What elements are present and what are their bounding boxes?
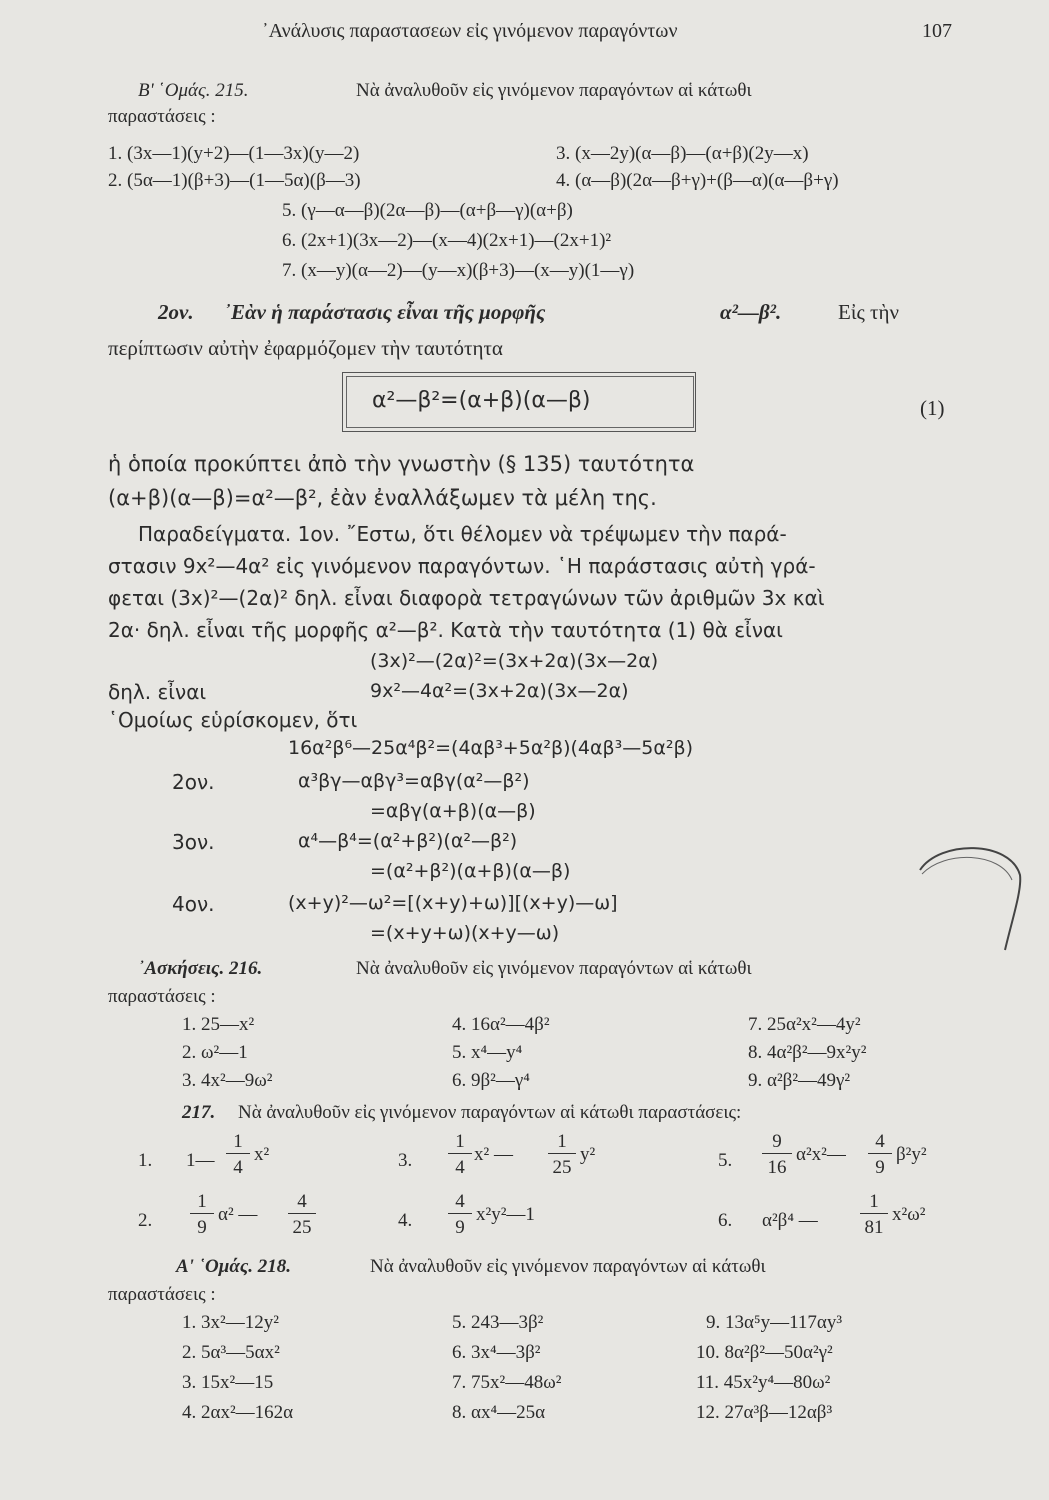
examples-line: φεται (3x)²—(2α)² δηλ. εἶναι διαφορὰ τετραγώνων τῶν ἀριθμῶν 3x καὶ bbox=[108, 586, 825, 610]
exercise-item: 6. 3x⁴—3β² bbox=[452, 1342, 541, 1363]
exercise-number: 5. bbox=[718, 1150, 733, 1171]
identity-formula: α²—β²=(α+β)(α—β) bbox=[372, 388, 591, 413]
exercises-217-heading: 217. bbox=[182, 1102, 216, 1123]
exercise-item: 5. 243—3β² bbox=[452, 1312, 544, 1333]
exercise-item: 2. 5α³—5αx² bbox=[182, 1342, 280, 1363]
example-label: 2ον. bbox=[172, 770, 215, 794]
pen-mark-decoration bbox=[900, 830, 1030, 960]
case2-line3: ἡ ὁποία προκύπτει ἀπὸ τὴν γνωστὴν (§ 135) ταυτότητα bbox=[108, 452, 695, 476]
exercise-item: 4. 2αx²—162α bbox=[182, 1402, 294, 1423]
exercise-item: 4. (α—β)(2α—β+γ)+(β—α)(α—β+γ) bbox=[556, 170, 839, 191]
exercise-item: 7. 25α²x²—4y² bbox=[748, 1014, 861, 1035]
exercise-item: 6. 9β²—γ⁴ bbox=[452, 1070, 530, 1091]
fraction: $\frac{1}{4}$ bbox=[226, 1132, 250, 1177]
group-b-intro-line2: παραστάσεις : bbox=[108, 106, 216, 127]
example-label: 3ον. bbox=[172, 830, 215, 854]
exercise-item: 8. 4α²β²—9x²y² bbox=[748, 1042, 867, 1063]
exercises-216-intro-line1: Νὰ ἀναλυθοῦν εἰς γινόμενον παραγόντων αἱ κάτωθι bbox=[356, 958, 752, 979]
exercise-item: 5. (γ—α—β)(2α—β)—(α+β—γ)(α+β) bbox=[282, 200, 573, 221]
group-b-intro-line1: Νὰ ἀναλυθοῦν εἰς γινόμενον παραγόντων αἱ κάτωθι bbox=[356, 80, 752, 101]
group-a-heading: Α' ῾Ομάς. 218. bbox=[176, 1256, 292, 1277]
example-equation: 16α²β⁶—25α⁴β²=(4αβ³+5α²β)(4αβ³—5α²β) bbox=[288, 737, 694, 759]
exercise-number: 4. bbox=[398, 1210, 413, 1231]
exercises-216-heading: ᾿Ασκήσεις. 216. bbox=[138, 958, 263, 979]
exercises-216-intro-line2: παραστάσεις : bbox=[108, 986, 216, 1007]
exercise-item: 5. x⁴—y⁴ bbox=[452, 1042, 523, 1063]
examples-line: στασιν 9x²—4α² εἰς γινόμενον παραγόντων. ῾Η παράστασις αὐτὴ γρά- bbox=[108, 554, 816, 578]
fraction: $\frac{9}{16}$ bbox=[762, 1132, 792, 1177]
exercise-item: 8. αx⁴—25α bbox=[452, 1402, 546, 1423]
identity-number: (1) bbox=[920, 396, 945, 420]
exercise-item: 10. 8α²β²—50α²γ² bbox=[696, 1342, 833, 1363]
exercise-term: y² bbox=[580, 1144, 596, 1165]
exercise-term: x² — bbox=[474, 1144, 513, 1165]
example-equation: α⁴—β⁴=(α²+β²)(α²—β²) bbox=[298, 830, 518, 852]
exercise-number: 2. bbox=[138, 1210, 153, 1231]
fraction: $\frac{1}{81}$ bbox=[860, 1192, 888, 1237]
fraction: $\frac{1}{25}$ bbox=[548, 1132, 576, 1177]
page-number: 107 bbox=[922, 20, 952, 42]
exercise-item: 2. ω²—1 bbox=[182, 1042, 248, 1063]
example-equation: =(α²+β²)(α+β)(α—β) bbox=[370, 860, 571, 882]
exercise-item: 3. 4x²—9ω² bbox=[182, 1070, 273, 1091]
example-equation: =αβγ(α+β)(α—β) bbox=[370, 800, 536, 822]
examples-line: 2α· δηλ. εἶναι τῆς μορφῆς α²—β². Κατὰ τὴν ταυτότητα (1) θὰ εἶναι bbox=[108, 618, 783, 642]
fraction: $\frac{1}{4}$ bbox=[448, 1132, 472, 1177]
group-b-heading: Β' ῾Ομάς. 215. bbox=[138, 80, 249, 101]
exercise-item: 4. 16α²—4β² bbox=[452, 1014, 550, 1035]
case2-line4: (α+β)(α—β)=α²—β², ἐὰν ἐναλλάξωμεν τὰ μέλη της. bbox=[108, 486, 657, 510]
exercise-item: 7. (x—y)(α—2)—(y—x)(β+3)—(x—y)(1—γ) bbox=[282, 260, 635, 281]
exercise-item: 2. (5α—1)(β+3)—(1—5α)(β—3) bbox=[108, 170, 361, 191]
exercise-item: 6. (2x+1)(3x—2)—(x—4)(2x+1)—(2x+1)² bbox=[282, 230, 612, 251]
exercise-term: 1— bbox=[186, 1150, 215, 1171]
fraction: $\frac{4}{9}$ bbox=[448, 1192, 472, 1237]
group-a-intro-line2: παραστάσεις : bbox=[108, 1284, 216, 1305]
exercise-number: 6. bbox=[718, 1210, 733, 1231]
case2-text-end: Εἰς τὴν bbox=[838, 300, 899, 324]
exercise-term: α²β⁴ — bbox=[762, 1210, 818, 1231]
exercise-term: α²x²— bbox=[796, 1144, 846, 1165]
exercise-item: 9. α²β²—49γ² bbox=[748, 1070, 851, 1091]
example-text: ῾Ομοίως εὑρίσκομεν, ὅτι bbox=[108, 708, 358, 732]
exercise-number: 1. bbox=[138, 1150, 153, 1171]
fraction: $\frac{1}{9}$ bbox=[190, 1192, 214, 1237]
exercise-term: α² — bbox=[218, 1204, 258, 1225]
case2-heading: ᾿Εὰν ἡ παράστασις εἶναι τῆς μορφῆς bbox=[224, 300, 546, 324]
group-a-intro-line1: Νὰ ἀναλυθοῦν εἰς γινόμενον παραγόντων αἱ κάτωθι bbox=[370, 1256, 766, 1277]
running-header-title: ᾿Ανάλυσις παραστασεων εἰς γινόμενον παραγόντων bbox=[262, 20, 678, 42]
example-equation: (3x)²—(2α)²=(3x+2α)(3x—2α) bbox=[370, 650, 659, 672]
example-equation: α³βγ—αβγ³=αβγ(α²—β²) bbox=[298, 770, 530, 792]
exercise-item: 3. (x—2y)(α—β)—(α+β)(2y—x) bbox=[556, 143, 809, 164]
exercise-item: 1. (3x—1)(y+2)—(1—3x)(y—2) bbox=[108, 143, 360, 164]
exercise-term: x² bbox=[254, 1144, 270, 1165]
fraction: $\frac{4}{25}$ bbox=[288, 1192, 316, 1237]
case2-label: 2ον. bbox=[158, 300, 194, 324]
exercise-item: 12. 27α³β—12αβ³ bbox=[696, 1402, 833, 1423]
exercise-item: 9. 13α⁵y—117αy³ bbox=[706, 1312, 843, 1333]
exercise-term: x²ω² bbox=[892, 1204, 926, 1225]
exercise-item: 1. 25—x² bbox=[182, 1014, 255, 1035]
case2-line2: περίπτωσιν αὐτὴν ἐφαρμόζομεν τὴν ταυτότητα bbox=[108, 336, 503, 360]
examples-line: Παραδείγματα. 1ον. ῎Εστω, ὅτι θέλομεν νὰ τρέψωμεν τὴν παρά- bbox=[138, 522, 787, 546]
example-label: δηλ. εἶναι bbox=[108, 680, 207, 704]
exercise-term: β²y² bbox=[896, 1144, 927, 1165]
exercise-item: 1. 3x²—12y² bbox=[182, 1312, 279, 1333]
exercise-term: x²y²—1 bbox=[476, 1204, 535, 1225]
exercise-item: 11. 45x²y⁴—80ω² bbox=[696, 1372, 831, 1393]
exercise-number: 3. bbox=[398, 1150, 413, 1171]
example-equation: (x+y)²—ω²=[(x+y)+ω)][(x+y)—ω] bbox=[288, 892, 618, 914]
exercise-item: 3. 15x²—15 bbox=[182, 1372, 274, 1393]
exercise-item: 7. 75x²—48ω² bbox=[452, 1372, 562, 1393]
fraction: $\frac{4}{9}$ bbox=[868, 1132, 892, 1177]
example-label: 4ον. bbox=[172, 892, 215, 916]
example-equation: =(x+y+ω)(x+y—ω) bbox=[370, 922, 560, 944]
exercises-217-intro: Νὰ ἀναλυθοῦν εἰς γινόμενον παραγόντων αἱ κάτωθι παραστάσεις: bbox=[238, 1102, 742, 1123]
example-equation: 9x²—4α²=(3x+2α)(3x—2α) bbox=[370, 680, 629, 702]
case2-form: α²—β². bbox=[720, 300, 782, 324]
